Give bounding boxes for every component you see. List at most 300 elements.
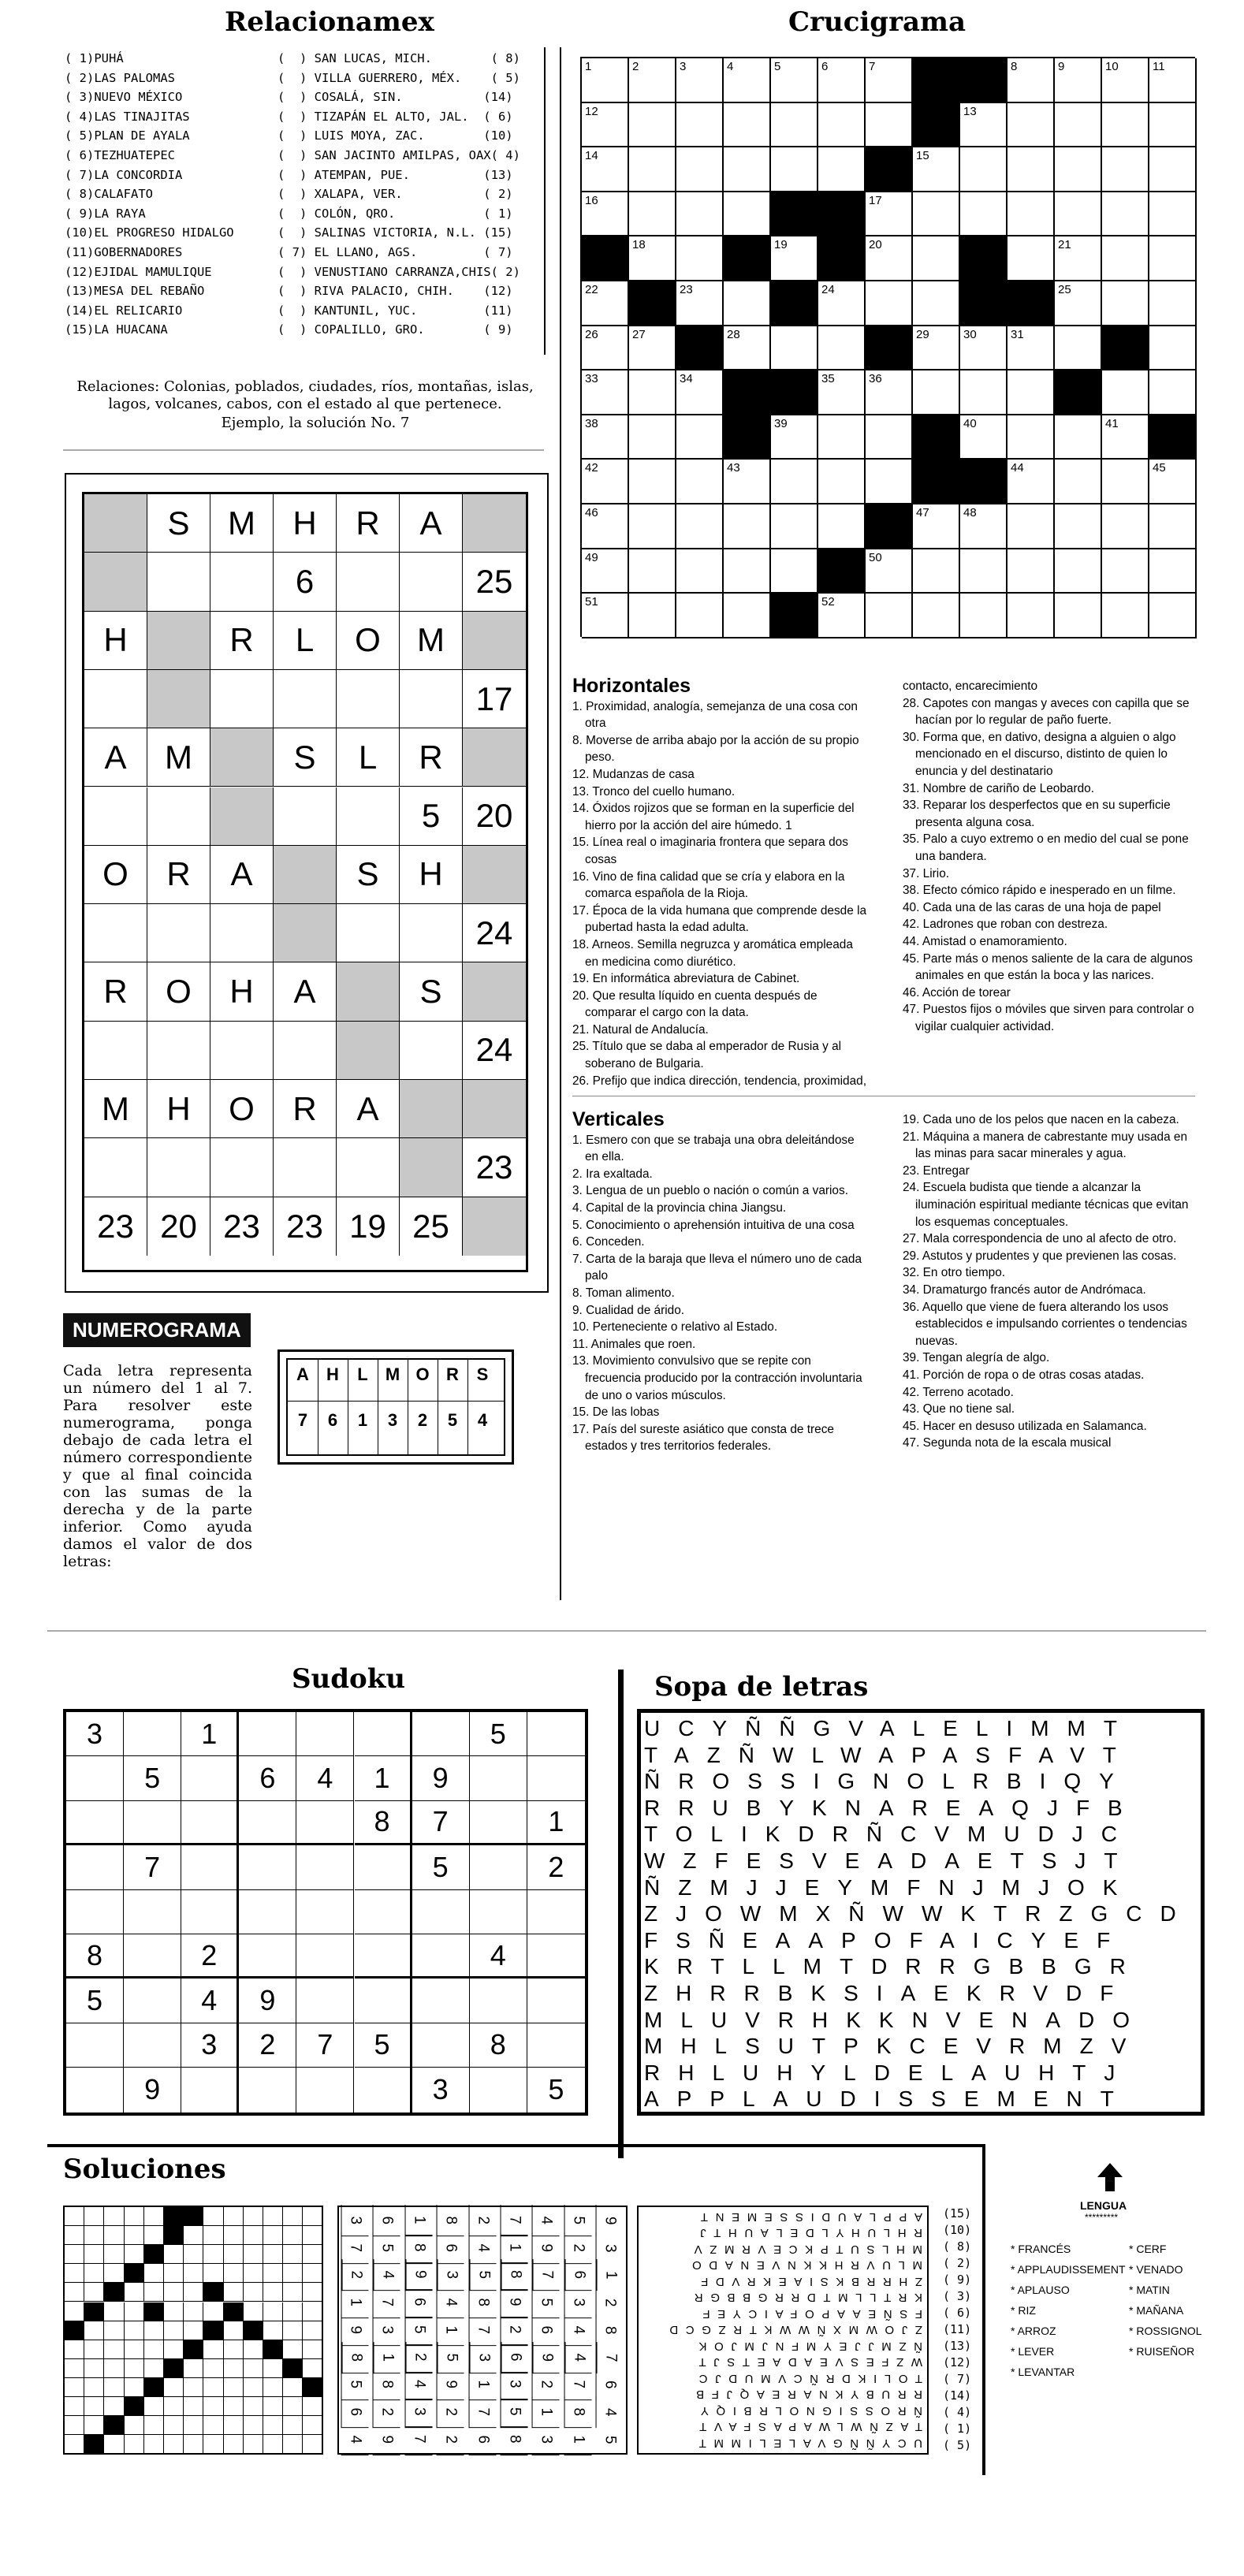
crossword-cell[interactable] [582,326,629,371]
numerograma-cell: 17 [463,670,526,728]
solution-sudoku-cell: 6 [596,2369,624,2400]
crossword-cell[interactable] [1055,103,1102,148]
crossword-cell[interactable] [866,58,913,103]
relacion-answer-slot[interactable]: ( ) RIVA PALACIO, CHIH. (12) [277,284,513,299]
bullet: * [1129,2284,1137,2296]
sudoku-cell[interactable] [239,2068,296,2112]
solution-cell [244,2378,263,2397]
crossword-cell[interactable] [676,594,724,638]
key-letter: A [296,1364,309,1384]
numerograma-cell[interactable] [400,1022,463,1080]
relacion-item: ( 2)LAS PALOMAS [65,70,175,85]
crossword-cell[interactable] [1149,326,1197,371]
solution-cell [84,2283,104,2302]
sudoku-cell[interactable] [412,2023,470,2068]
crossword-cell[interactable] [913,504,960,549]
sudoku-cell[interactable] [239,1934,296,1979]
relacionamex-example: Ejemplo, la solución No. 7 [221,415,410,431]
crossword-cell[interactable] [818,281,866,326]
crossword-cell[interactable] [676,236,724,281]
crossword-cell[interactable] [1102,281,1149,326]
crossword-cell[interactable] [1102,192,1149,237]
sudoku-cell[interactable] [412,1979,470,2023]
crossword-cell[interactable] [866,594,913,638]
sudoku-cell[interactable] [124,2023,181,2068]
crossword-cell[interactable] [866,281,913,326]
crossword-cell[interactable] [724,549,771,594]
solution-sudoku-cell: 5 [341,2369,369,2400]
crossword-cell[interactable] [724,504,771,549]
sudoku-cell[interactable] [412,1712,470,1756]
crossword-cell[interactable] [1149,370,1197,415]
crossword-cell[interactable] [724,103,771,148]
crossword-cell[interactable] [724,594,771,638]
solution-sudoku-cell: 2 [501,2314,528,2346]
numerograma-cell[interactable] [337,904,400,962]
numerograma-cell[interactable] [337,553,400,611]
crossword-clue-number: 31 [1011,327,1024,341]
sudoku-cell[interactable] [470,1756,527,1800]
crossword-cell[interactable] [629,460,676,504]
crossword-cell[interactable] [1149,58,1197,103]
sudoku-cell[interactable] [66,2023,124,2068]
sudoku-cell[interactable] [355,1934,412,1979]
crossword-black-cell [866,504,913,549]
crossword-clue: 13. Movimiento convulsivo que se repite con frecuencia producido por la contracción involuntaria de uno o varios músculos. [572,1354,862,1402]
sudoku-cell[interactable] [412,1890,470,1934]
crossword-cell[interactable] [629,192,676,237]
sudoku-cell[interactable] [181,1801,239,1845]
crossword-cell[interactable] [1007,415,1055,460]
crossword-cell[interactable] [1102,147,1149,192]
crossword-cell[interactable] [866,415,913,460]
crossword-cell[interactable] [676,549,724,594]
crossword-cell[interactable] [676,504,724,549]
crossword-cell[interactable] [676,281,724,326]
numerograma-cell[interactable] [84,904,147,962]
solution-cell [65,2397,84,2416]
horizontales-col-2 [903,678,1202,1035]
numerograma-cell[interactable] [274,670,337,728]
crossword-cell[interactable] [1007,326,1055,371]
crossword-cell[interactable] [629,103,676,148]
crossword-clue: 12. Mudanzas de casa [572,767,695,781]
crossword-cell[interactable] [771,460,818,504]
crossword-cell[interactable] [724,58,771,103]
sudoku-cell[interactable] [66,1756,124,1800]
sudoku-cell[interactable] [527,2023,585,2068]
crossword-cell[interactable] [866,236,913,281]
soluciones-title: Soluciones [63,2153,226,2185]
crossword-cell[interactable] [629,549,676,594]
crossword-cell[interactable] [629,504,676,549]
crossword-cell[interactable] [582,460,629,504]
crossword-cell[interactable] [818,58,866,103]
crossword-cell[interactable] [629,370,676,415]
crossword-cell[interactable] [818,370,866,415]
numerograma-cell[interactable] [84,1138,147,1197]
numerograma-cell[interactable] [400,670,463,728]
numerograma-cell[interactable] [84,670,147,728]
crossword-cell[interactable] [1102,504,1149,549]
crossword-clue-number: 33 [585,372,598,386]
crossword-cell[interactable] [1149,594,1197,638]
solution-sopa-row: ZHRRBKSIAEKRVDF [693,2275,922,2288]
crossword-cell[interactable] [629,594,676,638]
crossword-cell[interactable] [1102,370,1149,415]
lengua-word [1011,2280,1126,2300]
numerograma-instructions: Cada letra representa un número del 1 al 7. Para resolver este numerograma, ponga debajo de cada letra el número correspondiente y que al final coincida con las sumas de la derecha y de la parte inferior. Como ayuda damos el valor de dos letras: [63,1362,252,1570]
crossword-cell[interactable] [1055,504,1102,549]
crossword-cell[interactable] [818,460,866,504]
crossword-cell[interactable] [913,192,960,237]
crossword-cell[interactable] [582,504,629,549]
crossword-cell[interactable] [1007,370,1055,415]
solution-cell [84,2321,104,2340]
numerograma-cell[interactable] [400,553,463,611]
crossword-cell[interactable] [1102,415,1149,460]
sudoku-cell[interactable] [296,1712,354,1756]
crossword-cell[interactable] [960,594,1007,638]
sudoku-cell[interactable] [470,1845,527,1889]
sudoku-cell[interactable] [66,1845,124,1889]
crossword-cell[interactable] [913,236,960,281]
sudoku-cell[interactable] [124,1712,181,1756]
crossword-cell[interactable] [1102,236,1149,281]
crossword-cell[interactable] [960,103,1007,148]
crossword-cell[interactable] [1007,147,1055,192]
crucigrama-title: Crucigrama [788,6,967,38]
sudoku-cell[interactable] [527,1934,585,1979]
numerograma-cell[interactable] [274,1022,337,1080]
numerograma-cell[interactable] [210,1022,274,1080]
relacion-answer-slot[interactable]: ( ) VENUSTIANO CARRANZA,CHIS( 2) [277,264,520,279]
crossword-cell[interactable] [676,460,724,504]
crossword-cell[interactable] [960,326,1007,371]
crossword-cell[interactable] [1055,460,1102,504]
crossword-cell[interactable] [1007,504,1055,549]
sudoku-cell[interactable] [66,1801,124,1845]
crossword-cell[interactable] [1102,594,1149,638]
numerograma-cell[interactable] [147,787,210,846]
crossword-clue: 17. Época de la vida humana que comprende desde la pubertad hasta la edad adulta. [572,903,867,935]
crossword-cell[interactable] [1102,549,1149,594]
numerograma-cell[interactable] [274,787,337,846]
numerograma-cell: A [274,962,337,1021]
relacion-answer-slot[interactable]: ( 7) EL LLANO, AGS. ( 7) [277,245,513,259]
crossword-cell[interactable] [1007,192,1055,237]
crossword-cell[interactable] [582,370,629,415]
crossword-cell[interactable] [676,58,724,103]
crossword-cell[interactable] [676,103,724,148]
bullet: * [1011,2325,1018,2337]
crossword-black-cell [960,281,1007,326]
solution-cell [164,2397,184,2416]
crossword-cell[interactable] [960,192,1007,237]
sudoku-cell[interactable] [296,1801,354,1845]
crossword-cell[interactable] [629,236,676,281]
sudoku-cell[interactable] [239,1712,296,1756]
solution-cell [164,2435,184,2454]
crossword-cell[interactable] [1149,192,1197,237]
solution-cell [224,2207,244,2226]
crossword-cell[interactable] [629,326,676,371]
lengua-word-text: FRANCÉS [1018,2243,1071,2255]
crossword-cell[interactable] [1102,58,1149,103]
sudoku-cell[interactable] [66,2068,124,2112]
numerograma-cell[interactable] [147,553,210,611]
sudoku-cell[interactable] [181,1756,239,1800]
crossword-cell[interactable] [1149,504,1197,549]
crossword-clue-number: 25 [1058,283,1071,296]
numerograma-cell[interactable] [84,787,147,846]
crossword-cell[interactable] [1149,147,1197,192]
crossword-cell[interactable] [1055,549,1102,594]
crossword-clue: 19. Cada uno de los pelos que nacen en la cabeza. [903,1113,1179,1126]
crossword-cell[interactable] [1055,147,1102,192]
solution-cell [263,2245,283,2264]
key-letter: O [415,1364,430,1384]
crossword-cell[interactable] [582,415,629,460]
sudoku-cell[interactable] [412,1934,470,1979]
sudoku-cell[interactable] [239,1845,296,1889]
crossword-cell[interactable] [629,415,676,460]
numerograma-cell[interactable] [337,670,400,728]
numerograma-cell: M [210,494,274,553]
crossword-cell[interactable] [582,281,629,326]
relacionamex-note: Relaciones: Colonias, poblados, ciudades, ríos, montañas, islas, lagos, volcanes, cabos, con el estado al que pertenece. [76,378,534,412]
sudoku-cell[interactable] [296,2068,354,2112]
sudoku-cell[interactable] [181,2068,239,2112]
crossword-cell[interactable] [1149,460,1197,504]
numerograma-cell[interactable] [147,1138,210,1197]
relacion-answer-slot[interactable]: ( ) LUIS MOYA, ZAC. (10) [277,128,513,143]
relacion-answer-slot[interactable]: ( ) TIZAPÁN EL ALTO, JAL. ( 6) [277,109,513,124]
sudoku-cell[interactable] [470,2068,527,2112]
crossword-cell[interactable] [582,192,629,237]
crossword-cell[interactable] [1055,58,1102,103]
sudoku-cell[interactable] [296,1845,354,1889]
sudoku-cell[interactable] [181,1890,239,1934]
crossword-cell[interactable] [771,147,818,192]
sudoku-cell[interactable] [66,1890,124,1934]
sudoku-cell[interactable] [124,1890,181,1934]
sudoku-cell: 9 [239,1979,296,2023]
relacion-answer-slot[interactable]: ( ) VILLA GUERRERO, MÉX. ( 5) [277,70,520,85]
bullet: * [1011,2284,1018,2296]
sudoku-cell[interactable] [470,1979,527,2023]
relacion-answer-slot[interactable]: ( ) XALAPA, VER. ( 2) [277,187,513,202]
crossword-cell[interactable] [1149,549,1197,594]
crossword-cell[interactable] [866,103,913,148]
lengua-word [1129,2300,1202,2321]
crossword-cell[interactable] [960,415,1007,460]
crossword-cell[interactable] [724,147,771,192]
crossword-cell[interactable] [1007,103,1055,148]
crossword-cell[interactable] [724,281,771,326]
sudoku-cell[interactable] [527,1756,585,1800]
crossword-cell[interactable] [818,103,866,148]
crossword-cell[interactable] [913,549,960,594]
crossword-cell[interactable] [1055,236,1102,281]
crossword-cell[interactable] [771,549,818,594]
numerograma-shaded-cell [463,612,526,670]
crossword-cell[interactable] [676,370,724,415]
crossword-cell[interactable] [676,147,724,192]
relacion-answer-slot[interactable]: ( ) COPALILLO, GRO. ( 9) [277,322,513,337]
crossword-cell[interactable] [1055,415,1102,460]
solution-cell [144,2321,164,2340]
lengua-word-text: RUISEÑOR [1136,2345,1195,2358]
numerograma-cell: 25 [463,553,526,611]
crossword-cell[interactable] [960,370,1007,415]
crossword-cell[interactable] [771,504,818,549]
crossword-cell[interactable] [582,147,629,192]
sudoku-cell[interactable] [355,1890,412,1934]
relacion-item: ( 6)TEZHUATEPEC [65,148,175,162]
crossword-cell[interactable] [866,460,913,504]
crossword-black-cell [1055,370,1102,415]
sudoku-cell[interactable] [527,1979,585,2023]
lengua-word [1011,2259,1126,2280]
sudoku-cell[interactable] [527,1712,585,1756]
crossword-cell[interactable] [960,147,1007,192]
crossword-cell[interactable] [866,549,913,594]
crossword-cell[interactable] [1055,192,1102,237]
numerograma-cell[interactable] [210,904,274,962]
crossword-cell[interactable] [582,549,629,594]
crossword-cell[interactable] [866,192,913,237]
lengua-word-text: LEVANTAR [1018,2366,1075,2378]
sudoku-cell[interactable] [355,1712,412,1756]
crossword-clue-number: 27 [632,327,646,341]
crossword-black-cell [913,58,960,103]
crossword-cell[interactable] [1149,236,1197,281]
crossword-cell[interactable] [818,504,866,549]
sudoku-cell[interactable] [296,1934,354,1979]
crossword-cell[interactable] [913,370,960,415]
solution-sudoku-cell: 6 [373,2205,400,2236]
sudoku-cell[interactable] [527,1890,585,1934]
crossword-cell[interactable] [582,103,629,148]
crossword-cell[interactable] [913,594,960,638]
crossword-cell[interactable] [582,58,629,103]
solution-sudoku-cell: 6 [564,2260,592,2291]
crossword-clue: 44. Amistad o enamoramiento. [903,934,1067,948]
crossword-cell[interactable] [1007,236,1055,281]
sudoku-cell[interactable] [296,1890,354,1934]
sudoku-cell[interactable] [470,1890,527,1934]
relacion-answer-slot[interactable]: ( ) SAN LUCAS, MICH. ( 8) [277,51,520,65]
crossword-cell[interactable] [771,415,818,460]
relacion-answer-slot[interactable]: ( ) ATEMPAN, PUE. (13) [277,167,513,182]
crossword-cell[interactable] [818,594,866,638]
relacion-answer-slot[interactable]: ( ) KANTUNIL, YUC. (11) [277,303,513,318]
crossword-cell[interactable] [913,281,960,326]
solution-cell [224,2321,244,2340]
numerograma-cell[interactable] [210,553,274,611]
crossword-cell[interactable] [1007,460,1055,504]
solution-sudoku-cell: 7 [468,2314,496,2346]
crossword-cell[interactable] [1007,594,1055,638]
crossword-cell[interactable] [1102,460,1149,504]
crossword-cell[interactable] [866,370,913,415]
crossword-cell[interactable] [724,326,771,371]
sudoku-cell[interactable] [124,1801,181,1845]
crossword-cell[interactable] [1055,281,1102,326]
crossword-cell[interactable] [1055,594,1102,638]
crossword-cell[interactable] [1102,103,1149,148]
sudoku-cell[interactable] [470,1801,527,1845]
crossword-cell[interactable] [629,147,676,192]
sudoku-cell[interactable] [239,1801,296,1845]
relacion-answer-slot[interactable]: ( ) COSALÁ, SIN. (14) [277,90,513,105]
numerograma-cell[interactable] [210,1138,274,1197]
crossword-cell[interactable] [1149,281,1197,326]
numerograma-cell[interactable] [337,1138,400,1197]
sudoku-cell[interactable] [239,1890,296,1934]
crossword-cell[interactable] [960,549,1007,594]
solution-cell [244,2264,263,2283]
crossword-cell[interactable] [1007,58,1055,103]
crossword-cell[interactable] [818,326,866,371]
relacion-answer-slot[interactable]: ( ) SALINAS VICTORIA, N.L. (15) [277,225,513,240]
crossword-cell[interactable] [771,103,818,148]
crossword-cell[interactable] [771,236,818,281]
numerograma-cell[interactable] [147,904,210,962]
crossword-cell[interactable] [676,192,724,237]
solution-cell [125,2340,144,2359]
bullet: * [1129,2263,1137,2276]
sudoku-cell[interactable] [355,2068,412,2112]
sudoku-cell[interactable] [355,1979,412,2023]
crossword-cell[interactable] [724,192,771,237]
crossword-cell[interactable] [913,326,960,371]
sudoku-cell[interactable] [181,1845,239,1889]
crossword-cell[interactable] [582,594,629,638]
crossword-cell[interactable] [771,58,818,103]
crossword-cell[interactable] [818,147,866,192]
relacion-answer-slot[interactable]: ( ) SAN JACINTO AMILPAS, OAX( 4) [277,148,520,162]
relacion-item: ( 3)NUEVO MÉXICO [65,90,183,105]
crossword-cell[interactable] [771,326,818,371]
relacion-answer-slot[interactable]: ( ) COLÓN, QRO. ( 1) [277,206,513,221]
numerograma-cell[interactable] [210,670,274,728]
crossword-cell[interactable] [676,415,724,460]
solution-sudoku-cell: 5 [405,2314,433,2346]
solution-cell [263,2416,283,2435]
crossword-cell[interactable] [818,415,866,460]
crossword-cell[interactable] [724,460,771,504]
solution-cell [184,2321,203,2340]
numerograma-cell[interactable] [400,904,463,962]
sudoku-cell[interactable] [355,1845,412,1889]
crossword-cell[interactable] [913,147,960,192]
crossword-cell[interactable] [629,58,676,103]
numerograma-cell[interactable] [337,787,400,846]
sudoku-cell[interactable] [124,1979,181,2023]
crossword-cell[interactable] [1007,549,1055,594]
sudoku-cell[interactable] [124,1934,181,1979]
numerograma-cell[interactable] [147,1022,210,1080]
sudoku-cell[interactable] [296,1979,354,2023]
crossword-cell[interactable] [1149,103,1197,148]
numerograma-cell[interactable] [274,1138,337,1197]
numerograma-cell[interactable] [84,1022,147,1080]
solution-sudoku-cell: 9 [532,2232,560,2264]
crossword-cell[interactable] [1055,326,1102,371]
crossword-cell[interactable] [960,504,1007,549]
